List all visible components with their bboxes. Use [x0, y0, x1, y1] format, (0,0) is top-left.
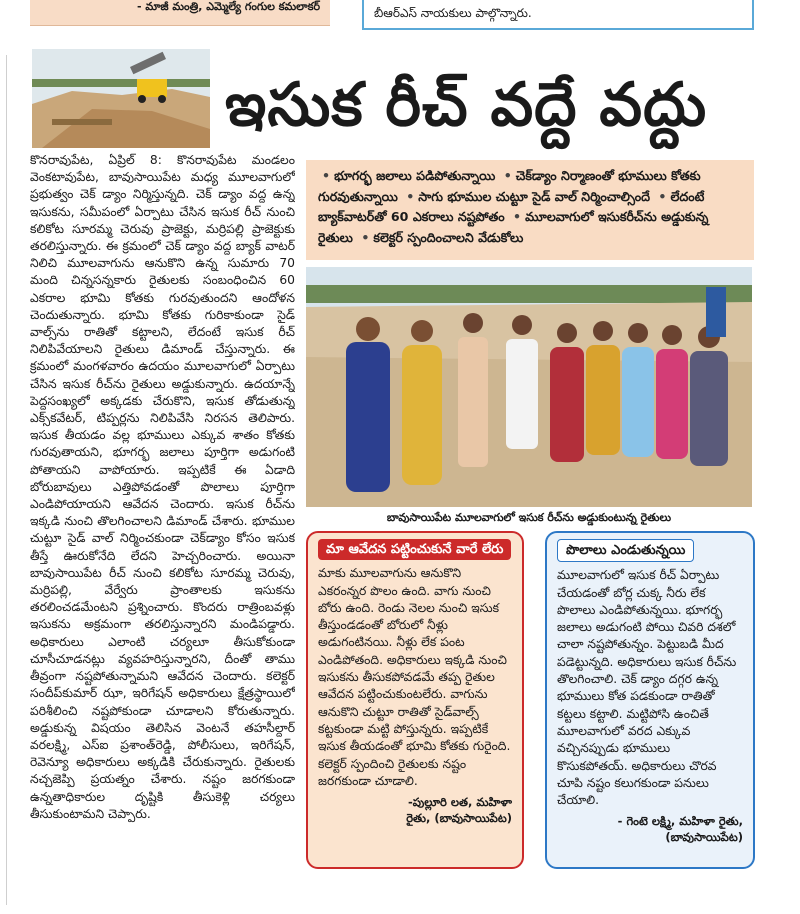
- bullet-item: మూలవాగులో ఇసుకరీచ్‌ను అడ్డుకున్న రైతులు: [318, 209, 709, 245]
- bullet-icon: •: [513, 209, 522, 224]
- article-body: కొనరావుపేట, ఏప్రిల్ 8: కొనరావుపేట మండలం వెంకటావుపేట, బావుసాయిపేట మధ్య మూలవాగులో ప్రభుత్వం చెక్ డ్యాం నిర్మిస్తున్నది. చెక్ డ్యాం వద్ద ఉన్న ఇసుకను, సమీపంలో ఏర్పాటు చేసిన ఇసుక రీచ్ నుంచి కలికోట సూరమ్మ చెరువు ప్రాజెక్టు, మర్రిపల్లి ప్రాజెక్టుకు తరలిస్తున్నారు. ఈ క్రమంలో చెక్ డ్యాం వద్ద బ్యాక్ వాటర్ నిలిచి మూలవాగును ఆనుకొని ఉన్న సుమారు 70 మంది చిన్నసన్నకారు రైతులకు సంబంధించిన 60 ఎకరాల భూమి కోతకు గురవుతుందని ఆందోళన చెందుతున్నారు. భూమి కోతకు గురికాకుండా సైడ్ వాల్స్‌ను రాతితో కట్టాలని, లేదంటే ఇసుక రీచ్ నిలిపివేయాలని రైతులు డిమాండ్ చేస్తున్నారు. ఈ క్రమంలో మంగళవారం ఉదయం మూలవాగులో ఏర్పాటు చేసిన ఇసుక రీచ్‌ను రైతులు అడ్డుకున్నారు. ఉదయాన్నే పెద్దసంఖ్యలో అక్కడకు చేరుకొని, ఇసుక తోడుతున్న ఎక్స్‌కవేటర్, టిప్పర్లను నిలిపివేసి నిరసన తెలిపారు. ఇసుక తీయడం వల్ల భూములు ఎక్కువ శాతం కోతకు గురవుతాయని, భూగర్భ జలాలు పూర్తిగా అడుగంటి పోతాయని వాపోయారు. ఇప్పటికే ఈ ఏడాది బోరుబావులు ఎత్తిపోవడంతో పొలాలు పూర్తిగా ఎండిపోయాయని ఆవేదన చెందారు. ఇసుక రీచ్‌ను ఇక్కడి నుంచి తొలగించాలని డిమాండ్ చేశారు. భూముల చుట్టూ సైడ్ వాల్ నిర్మించకుండా చెక్‌డ్యాం కోసం ఇసుక తీస్తే ఊరుకోనేది లేదని హెచ్చరించారు. అయినా బావుసాయిపేట రీచ్ నుంచి కలికోట సూరమ్మ చెరువు, మర్రిపల్లి, వేర్వేరు ప్రాంతాలకు ఇసుకను తరలించడమేంటని ప్రశ్నించారు. కొందరు రాత్రింబవళ్లు ఇసుకను అక్రమంగా తరలిస్తున్నారని మండిపడ్డారు. అధికారులు ఎలాంటి చర్యలూ తీసుకోకుండా చూసీచూడనట్లు వ్యవహరిస్తున్నారని, దీంతో తాము తీవ్రంగా నష్టపోతున్నామని ఆవేదన చెందారు. కలెక్టర్ సందీప్‌కుమార్ ఝా, ఇరిగేషన్ అధికారులు క్షేత్రస్థాయిలో పరిశీలించి నష్టపోకుండా చూడాలని కోరుతున్నారు. అడ్డుకున్న విషయం తెలిసిన వెంటనే తహసీల్దార్ వరలక్ష్మి, ఎస్ఐ ప్రశాంత్‌రెడ్డి, పోలీసులు, ఇరిగేషన్, రెవెన్యూ అధికారులు అక్కడికి చేరుకున్నారు. రైతులకు నచ్చజెప్పి ప్రయత్నం చేశారు. నష్టం జరగకుండా ఉన్నతాధికారుల దృష్టికి తీసుకెళ్లి చర్యలు తీసుకుంటామని చెప్పారు.: [30, 153, 295, 821]
- bullet-icon: •: [361, 229, 370, 245]
- signature-line: (బావుసాయిపేట): [665, 830, 743, 845]
- page-title: ఇసుక రీచ్ వద్దే వద్దు: [225, 70, 708, 140]
- quote-box-left-text: మాకు మూలవాగును ఆనుకొని ఎకరంన్నర పొలం ఉంది. వాగు నుంచి బోరు ఉంది. రెండు నెలల నుంచి ఇసుక తీస్తుండడంతో బోరులో నీళ్లు అడుగంటినయి. నీళ్లు లేక పంట ఎండిపోతంది. అధికారులు ఇక్కడి నుంచి ఇసుకను తీసుకపోవడమే తప్ప రైతుల ఆవేదన పట్టించుకుంటలేరు. వాగును ఆనుకొని చుట్టూ రాతితో సైడ్‌వాల్స్ కట్టకుండా మట్టి పోస్తున్నరు. ఇప్పటికే ఇసుక తీయడంతో భూమి కోతకు గురైంది. కలెక్టర్ స్పందించి రైతులకు నష్టం జరగకుండా చూడాలి.: [318, 566, 511, 788]
- bullet-item: భూగర్భ జలాలు పడిపోతున్నాయి: [334, 168, 496, 183]
- column-divider: [6, 55, 7, 905]
- bullet-icon: •: [503, 168, 512, 183]
- bullet-item: కలెక్టర్ స్పందించాలని వేడుకోలు: [373, 229, 524, 245]
- top-left-text: - మాజీ మంత్రి, ఎమ్మెల్యే గంగుల కమలాకర్: [136, 0, 320, 13]
- bullet-item: లేదంటే బ్యాక్‌వాటర్‌తో 60 ఎకరాలు నష్టపోతం: [318, 188, 705, 224]
- quote-box-right-signature: [557, 813, 743, 845]
- top-right-text: బీఆర్ఎస్ నాయకులు పాల్గొన్నారు.: [374, 6, 532, 20]
- quote-box-left: [306, 531, 524, 869]
- bullet-icon: •: [406, 188, 415, 204]
- signature-line: - గెంటె లక్ష్మి, మహిళా రైతు,: [617, 814, 743, 829]
- quote-box-right-title: పొలాలు ఎండుతున్నయి: [557, 539, 694, 562]
- quote-box-right-text: మూలవాగులో ఇసుక రీచ్ ఏర్పాటు చేయడంతో బోర్ల చుక్క నీరు లేక పొలాలు ఎండిపోతున్నయి. భూగర్భ జలాలు అడుగంటి పోయి చివరి దశలో చాలా నష్టపోతున్నం. పెట్టుబడి మీద పడెట్టున్నది. అధికారులు ఇసుక రీచ్‌ను తొలగించాలి. చెక్ డ్యాం దగ్గర ఉన్న భూములు కోత పడకుండా రాతితో కట్టలు కట్టాలి. మట్టిపోసి ఉంచితే మూలవాగులో వరద ఎక్కువ వచ్చినప్పుడు భూములు కొసుకపోతయ్. అధికారులు చొరవ చూపి నష్టం కలుగకుండా పనులు చేయాలి.: [557, 568, 737, 808]
- quote-box-right: [545, 531, 755, 869]
- quote-box-left-title: మా ఆవేదన పట్టించుకునే వారే లేరు: [318, 539, 511, 560]
- signature-line: రైతు, (బావుసాయిపేట): [406, 811, 512, 826]
- quote-box-left-signature: [318, 794, 512, 826]
- photo-caption: బావుసాయిపేట మూలవాగులో ఇసుక రీచ్‌ను అడ్డుకుంటున్న రైతులు: [386, 511, 672, 524]
- excavator-photo: [32, 49, 210, 148]
- bullet-item: సాగు భూముల చుట్టూ సైడ్ వాల్ నిర్మించాల్సిందే: [418, 188, 650, 204]
- farmers-photo: [306, 267, 752, 507]
- top-strip-right: [362, 0, 754, 30]
- bullet-icon: •: [658, 188, 667, 204]
- top-strip-left: [30, 0, 330, 26]
- bullet-icon: •: [322, 168, 331, 183]
- signature-line: -పుల్లూరి లత, మహిళా: [407, 795, 512, 810]
- bullet-summary: [306, 160, 754, 260]
- bullet-item: చెక్‌డ్యాం నిర్మాణంతో భూములు కోతకు గురవుతున్నాయి: [318, 168, 701, 204]
